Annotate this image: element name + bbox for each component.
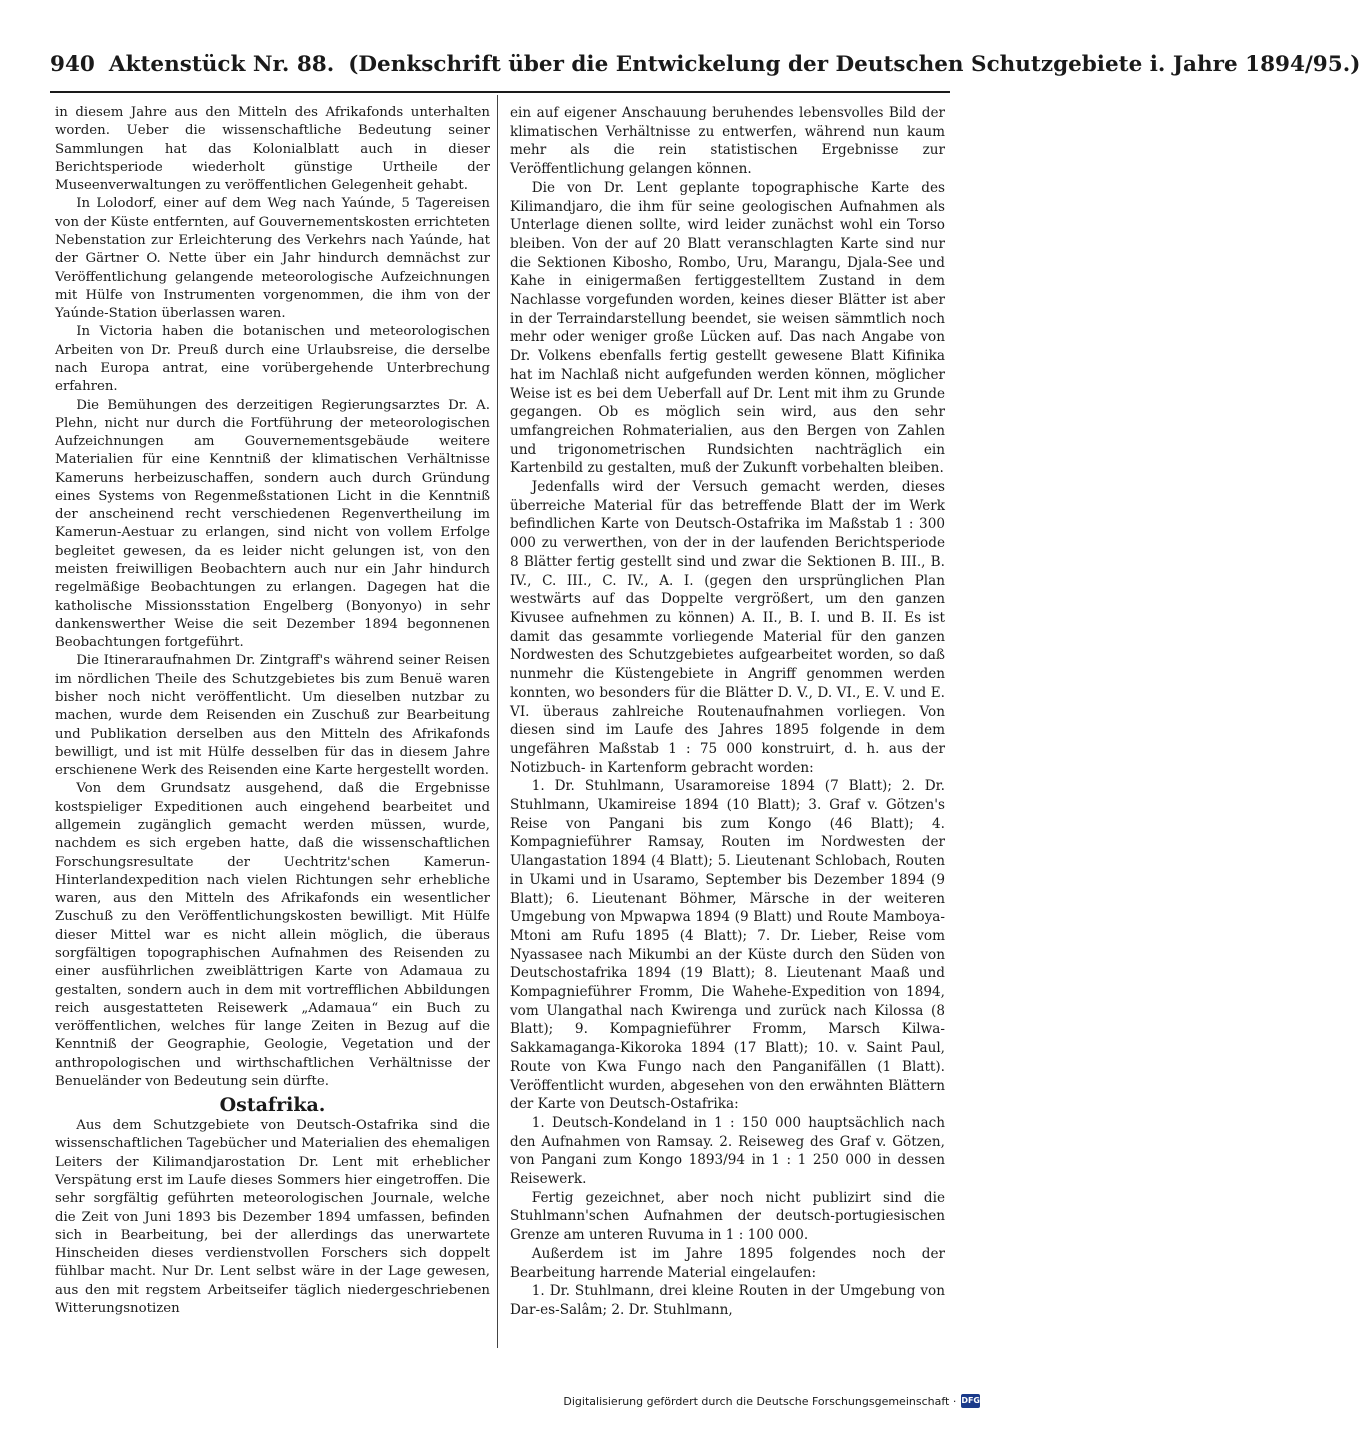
page-number: 940 <box>50 52 95 77</box>
paragraph: 1. Deutsch-Kondeland in 1 : 150 000 hauptsächlich nach den Aufnahmen von Ramsay. 2. Reiseweg des Graf v. Götzen, von Pangani zum Kongo 1893/94 in 1 : 1 250 000 in dessen Reisewerk. <box>510 1114 945 1188</box>
running-title: (Denkschrift über die Entwickelung der Deutschen Schutzgebiete i. Jahre 1894/95.) <box>348 52 1360 77</box>
section-heading: Ostafrika. <box>219 1094 326 1117</box>
paragraph: 1. Dr. Stuhlmann, Usaramoreise 1894 (7 Blatt); 2. Dr. Stuhlmann, Ukamireise 1894 (10 Blatt); 3. Graf v. Götzen's Reise von Pangani bis zum Kongo (46 Blatt); 4. Kompagnieführer Ramsay, Routen im Nordwesten der Ulangastation 1894 (4 Blatt); 5. Lieutenant Schlobach, Routen in Ukami und in Usaramo, September bis Dezember 1894 (9 Blatt); 6. Lieutenant Böhmer, Märsche in der weiteren Umgebung von Mpwapwa 1894 (9 Blatt) und Route Mamboya-Mtoni am Rufu 1895 (4 Blatt); 7. Dr. Lieber, Reise vom Nyassasee nach Mikumbi an der Küste durch den Süden von Deutschostafrika 1894 (19 Blatt); 8. Lieutenant Maaß und Kompagnieführer Fromm, Die Wahehe-Expedition von 1894, vom Ulangathal nach Kwirenga und zurück nach Kilossa (8 Blatt); 9. Kompagnieführer Fromm, Marsch Kilwa-Sakkamaganga-Kikoroka 1894 (17 Blatt); 10. v. Saint Paul, Route von Kwa Fungo nach den Panganifällen (1 Blatt). Veröffentlicht wurden, abgesehen von den erwähnten Blättern der Karte von Deutsch-Ostafrika: <box>510 778 945 1113</box>
paragraph: ein auf eigener Anschauung beruhendes lebensvolles Bild der klimatischen Verhältnisse zu entwerfen, während nun kaum mehr als die rein statistischen Ergebnisse zur Veröffentlichung gelangen können. <box>510 105 945 178</box>
page-header <box>50 52 1360 88</box>
document-number: Aktenstück Nr. 88. <box>108 52 335 77</box>
paragraph: In Lolodorf, einer auf dem Weg nach Yaúnde, 5 Tagereisen von der Küste entfernten, auf Gouvernementskosten errichteten Nebenstation zur Erleichterung des Verkehrs nach Yaúnde, hat der Gärtner O. Nette über ein Jahr hindurch demnächst zur Veröffentlichung gelangende meteorologische Aufzeichnungen mit Hülfe von Instrumenten vorgenommen, die ihm von der Yaúnde-Station überlassen waren. <box>55 196 490 322</box>
right-column <box>510 104 945 1320</box>
paragraph: 1. Dr. Stuhlmann, drei kleine Routen in der Umgebung von Dar-es-Salâm; 2. Dr. Stuhlmann, <box>510 1283 945 1318</box>
paragraph: Die von Dr. Lent geplante topographische Karte des Kilimandjaro, die ihm für seine geologischen Aufnahmen als Unterlage dienen sollte, wird leider zunächst wohl ein Torso bleiben. Von der auf 20 Blatt veranschlagten Karte sind nur die Sektionen Kibosho, Rombo, Uru, Marangu, Djala-See und Kahe in einigermaßen fertiggestelltem Zustand in dem Nachlasse vorgefunden worden, keines dieser Blätter ist aber in der Terraindarstellung beendet, sie weisen sämmtlich noch mehr oder weniger große Lücken auf. Das nach Angabe von Dr. Volkens ebenfalls fertig gestellt gewesene Blatt Kifinika hat im Nachlaß nicht aufgefunden werden können, möglicher Weise ist es bei dem Ueberfall auf Dr. Lent mit ihm zu Grunde gegangen. Ob es möglich sein wird, aus den sehr umfangreichen Rohmaterialien, aus den Bergen von Zahlen und trigonometrischen Rundsichten nachträglich ein Kartenbild zu gestalten, muß der Zukunft vorbehalten bleiben. <box>510 179 945 477</box>
dfg-logo-icon: DFG <box>961 1394 980 1408</box>
header-rule <box>50 91 950 93</box>
digitization-credit <box>563 1391 980 1411</box>
paragraph: Aus dem Schutzgebiete von Deutsch-Ostafrika sind die wissenschaftlichen Tagebücher und Materialien des ehemaligen Leiters der Kilimandjarostation Dr. Lent mit erheblicher Verspätung erst im Laufe dieses Sommers hier eingetroffen. Die sehr sorgfältig geführten meteorologischen Journale, welche die Zeit von Juni 1893 bis Dezember 1894 umfassen, befinden sich in Bearbeitung, bei der allerdings das unerwartete Hinscheiden dieses verdienstvollen Forschers sich doppelt fühlbar macht. Nur Dr. Lent selbst wäre in der Lage gewesen, aus den mit regstem Arbeitseifer täglich niedergeschriebenen Witterungsnotizen <box>55 1118 490 1316</box>
column-divider <box>497 95 498 1348</box>
paragraph: In Victoria haben die botanischen und meteorologischen Arbeiten von Dr. Preuß durch eine Urlaubsreise, die derselbe nach Europa antrat, eine vorübergehende Unterbrechung erfahren. <box>55 324 490 395</box>
paragraph: Jedenfalls wird der Versuch gemacht werden, dieses überreiche Material für das betreffende Blatt der im Werk befindlichen Karte von Deutsch-Ostafrika im Maßstab 1 : 300 000 zu verwerthen, von der in der laufenden Berichtsperiode 8 Blätter fertig gestellt sind und zwar die Sektionen B. III., B. IV., C. III., C. IV., A. I. (gegen den ursprünglichen Plan westwärts auf das Doppelte vergrößert, um den ganzen Kivusee aufnehmen zu können) A. II., B. I. und B. II. Es ist damit das gesammte vorliegende Material für den ganzen Nordwesten des Schutzgebietes aufgearbeitet worden, so daß nunmehr die Küstengebiete in Angriff genommen werden konnten, wo besonders für die Blätter D. V., D. VI., E. V. und E. VI. überaus zahlreiche Routenaufnahmen vorliegen. Von diesen sind im Laufe des Jahres 1895 folgende in dem ungefähren Maßstab 1 : 75 000 konstruirt, d. h. aus der Notizbuch- in Kartenform gebracht worden: <box>510 479 945 776</box>
paragraph: in diesem Jahre aus den Mitteln des Afrikafonds unterhalten worden. Ueber die wissenschaftliche Bedeutung seiner Sammlungen hat das Kolonialblatt auch in dieser Berichtsperiode wiederholt günstige Urtheile der Museenverwaltungen zu veröffentlichen Gelegenheit gehabt. <box>55 105 490 194</box>
paragraph: Außerdem ist im Jahre 1895 folgendes noch der Bearbeitung harrende Material eingelaufen: <box>510 1245 945 1281</box>
paragraph: Die Bemühungen des derzeitigen Regierungsarztes Dr. A. Plehn, nicht nur durch die Fortführung der meteorologischen Aufzeichnungen am Gouvernementsgebäude weitere Materialien für eine Kenntniß der klimatischen Verhältnisse Kameruns herbeizuschaffen, sondern auch durch Gründung eines Systems von Regenmeßstationen Licht in die Kenntniß der anscheinend recht verschiedenen Regenvertheilung im Kamerun-Aestuar zu erlangen, sind nicht von vollem Erfolge begleitet gewesen, da es leider nicht gelungen ist, von den meisten freiwilligen Beobachtern auch nur ein Jahr hindurch regelmäßige Beobachtungen zu erlangen. Dagegen hat die katholische Missionsstation Engelberg (Bonyonyo) in sehr dankenswerther Weise die seit Dezember 1894 begonnenen Beobachtungen fortgeführt. <box>55 397 490 651</box>
credit-text: Digitalisierung gefördert durch die Deutsche Forschungsgemeinschaft · <box>563 1394 957 1408</box>
left-column <box>55 104 490 1318</box>
paragraph: Von dem Grundsatz ausgehend, daß die Ergebnisse kostspieliger Expeditionen auch eingehend bearbeitet und allgemein zugänglich gemacht werden müssen, wurde, nachdem es sich ergeben hatte, daß die wissenschaftlichen Forschungsresultate der Uechtritz'schen Kamerun-Hinterlandexpedition nach vielen Richtungen sehr erhebliche waren, aus den Mitteln des Afrikafonds ein wesentlicher Zuschuß zu den Veröffentlichungskosten bewilligt. Mit Hülfe dieser Mittel war es nicht allein möglich, die überaus sorgfältigen topographischen Aufnahmen des Reisenden zu einer ausführlichen zweiblättrigen Karte von Adamaua zu gestalten, sondern auch in dem mit vortrefflichen Abbildungen reich ausgestatteten Reisewerk „Adamaua“ ein Buch zu veröffentlichen, welches für lange Zeiten in Bezug auf die Kenntniß der Geographie, Geologie, Vegetation und der anthropologischen und wirthschaftlichen Verhältnisse der Benueländer von Bedeutung sein dürfte. <box>55 781 490 1089</box>
paragraph: Fertig gezeichnet, aber noch nicht publizirt sind die Stuhlmann'schen Aufnahmen der deutsch-portugiesischen Grenze am unteren Ruvuma in 1 : 100 000. <box>510 1189 945 1244</box>
paragraph: Die Itineraraufnahmen Dr. Zintgraff's während seiner Reisen im nördlichen Theile des Schutzgebietes bis zum Benuë waren bisher noch nicht veröffentlicht. Um dieselben nutzbar zu machen, wurde dem Reisenden ein Zuschuß zur Bearbeitung und Publikation derselben aus den Mitteln des Afrikafonds bewilligt, und ist mit Hülfe desselben für das in diesem Jahre erschienene Werk des Reisenden eine Karte hergestellt worden. <box>55 653 490 779</box>
